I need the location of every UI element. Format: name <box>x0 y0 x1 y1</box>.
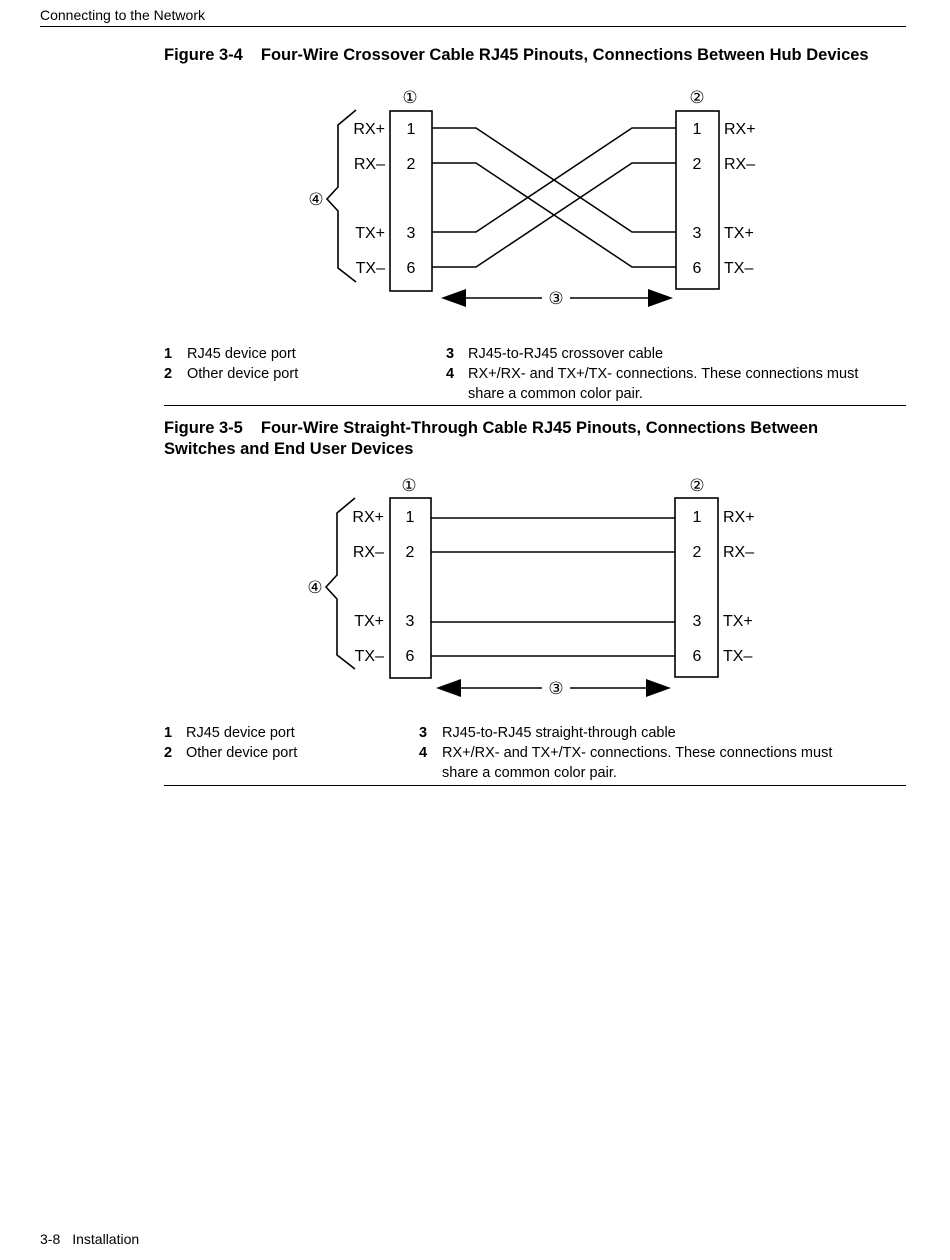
left-pin-6-2: 6 <box>405 648 415 665</box>
figure-3-5-caption-line1: Four-Wire Straight-Through Cable RJ45 Pinouts, Connections Between <box>260 419 819 437</box>
left-pin-3-2: 3 <box>405 613 415 630</box>
right-pin-3: 3 <box>692 225 702 242</box>
right-signal-rx-plus: RX+ <box>724 121 756 138</box>
right-signal-tx-plus-2: TX+ <box>723 613 753 630</box>
callout-cable-2: ③ <box>548 679 564 698</box>
left-signal-tx-plus: TX+ <box>355 225 385 242</box>
page-footer <box>40 1231 139 1247</box>
legend-item-1-fig2: 1 RJ45 device port <box>164 725 295 741</box>
crossover-diagram <box>308 88 755 308</box>
right-pin-1-2: 1 <box>692 509 702 526</box>
figure-3-5-caption-line2: Switches and End User Devices <box>164 440 414 458</box>
bracket-2 <box>326 498 355 669</box>
callout-bracket: ④ <box>308 190 324 209</box>
bracket <box>327 110 356 282</box>
legend-item-4: 4 RX+/RX- and TX+/TX- connections. These connections must <box>446 366 859 382</box>
left-signal-rx-plus-2: RX+ <box>352 509 384 526</box>
right-signal-rx-minus: RX– <box>724 156 756 173</box>
callout-other-port-2: ② <box>689 476 705 495</box>
right-signal-tx-minus-2: TX– <box>723 648 753 665</box>
right-pin-2: 2 <box>692 156 702 173</box>
callout-cable: ③ <box>548 289 564 308</box>
right-pin-6-2: 6 <box>692 648 702 665</box>
left-pin-3: 3 <box>406 225 416 242</box>
callout-other-port: ② <box>689 88 705 107</box>
left-pin-2-2: 2 <box>405 544 415 561</box>
legend-item-4-fig2-cont: share a common color pair. <box>442 765 617 781</box>
page-number: 3-8 <box>40 1231 61 1247</box>
left-pin-1-2: 1 <box>405 509 415 526</box>
wire-3-to-1 <box>432 128 676 232</box>
left-signal-rx-minus-2: RX– <box>352 544 384 561</box>
left-signal-tx-plus-2: TX+ <box>354 613 384 630</box>
left-signal-tx-minus-2: TX– <box>354 648 384 665</box>
legend-item-1: 1 RJ45 device port <box>164 346 296 362</box>
right-pin-1: 1 <box>692 121 702 138</box>
right-signal-tx-minus: TX– <box>724 260 754 277</box>
figure-3-4-number: Figure 3-4 <box>164 46 243 64</box>
running-header: Connecting to the Network <box>40 7 205 23</box>
straight-through-diagram <box>307 476 754 698</box>
legend-item-4-fig2: 4 RX+/RX- and TX+/TX- connections. These connections must <box>419 745 833 761</box>
legend-item-3: 3 RJ45-to-RJ45 crossover cable <box>446 346 664 362</box>
right-pin-2-2: 2 <box>692 544 702 561</box>
figure-3-4-caption: Four-Wire Crossover Cable RJ45 Pinouts, Connections Between Hub Devices <box>260 46 869 64</box>
section-rule <box>164 405 906 406</box>
callout-device-port: ① <box>402 88 418 107</box>
legend-item-4-cont: share a common color pair. <box>468 386 643 402</box>
section-rule-2 <box>164 785 906 786</box>
callout-device-port-2: ① <box>401 476 417 495</box>
left-pin-6: 6 <box>406 260 416 277</box>
legend-item-2: 2 Other device port <box>164 366 299 382</box>
callout-bracket-2: ④ <box>307 578 323 597</box>
left-signal-rx-plus: RX+ <box>353 121 385 138</box>
right-pin-3-2: 3 <box>692 613 702 630</box>
right-signal-tx-plus: TX+ <box>724 225 754 242</box>
right-signal-rx-minus-2: RX– <box>723 544 755 561</box>
left-pin-1: 1 <box>406 121 416 138</box>
right-signal-rx-plus-2: RX+ <box>723 509 755 526</box>
legend-item-3-fig2: 3 RJ45-to-RJ45 straight-through cable <box>419 725 676 741</box>
figure-3-5-title <box>164 418 818 460</box>
left-signal-tx-minus: TX– <box>355 260 385 277</box>
right-pin-6: 6 <box>692 260 702 277</box>
figure-3-5-number: Figure 3-5 <box>164 419 243 437</box>
legend-item-2-fig2: 2 Other device port <box>164 745 298 761</box>
wire-6-to-2 <box>432 163 676 267</box>
left-pin-2: 2 <box>406 156 416 173</box>
footer-section: Installation <box>72 1231 140 1247</box>
left-signal-rx-minus: RX– <box>353 156 385 173</box>
